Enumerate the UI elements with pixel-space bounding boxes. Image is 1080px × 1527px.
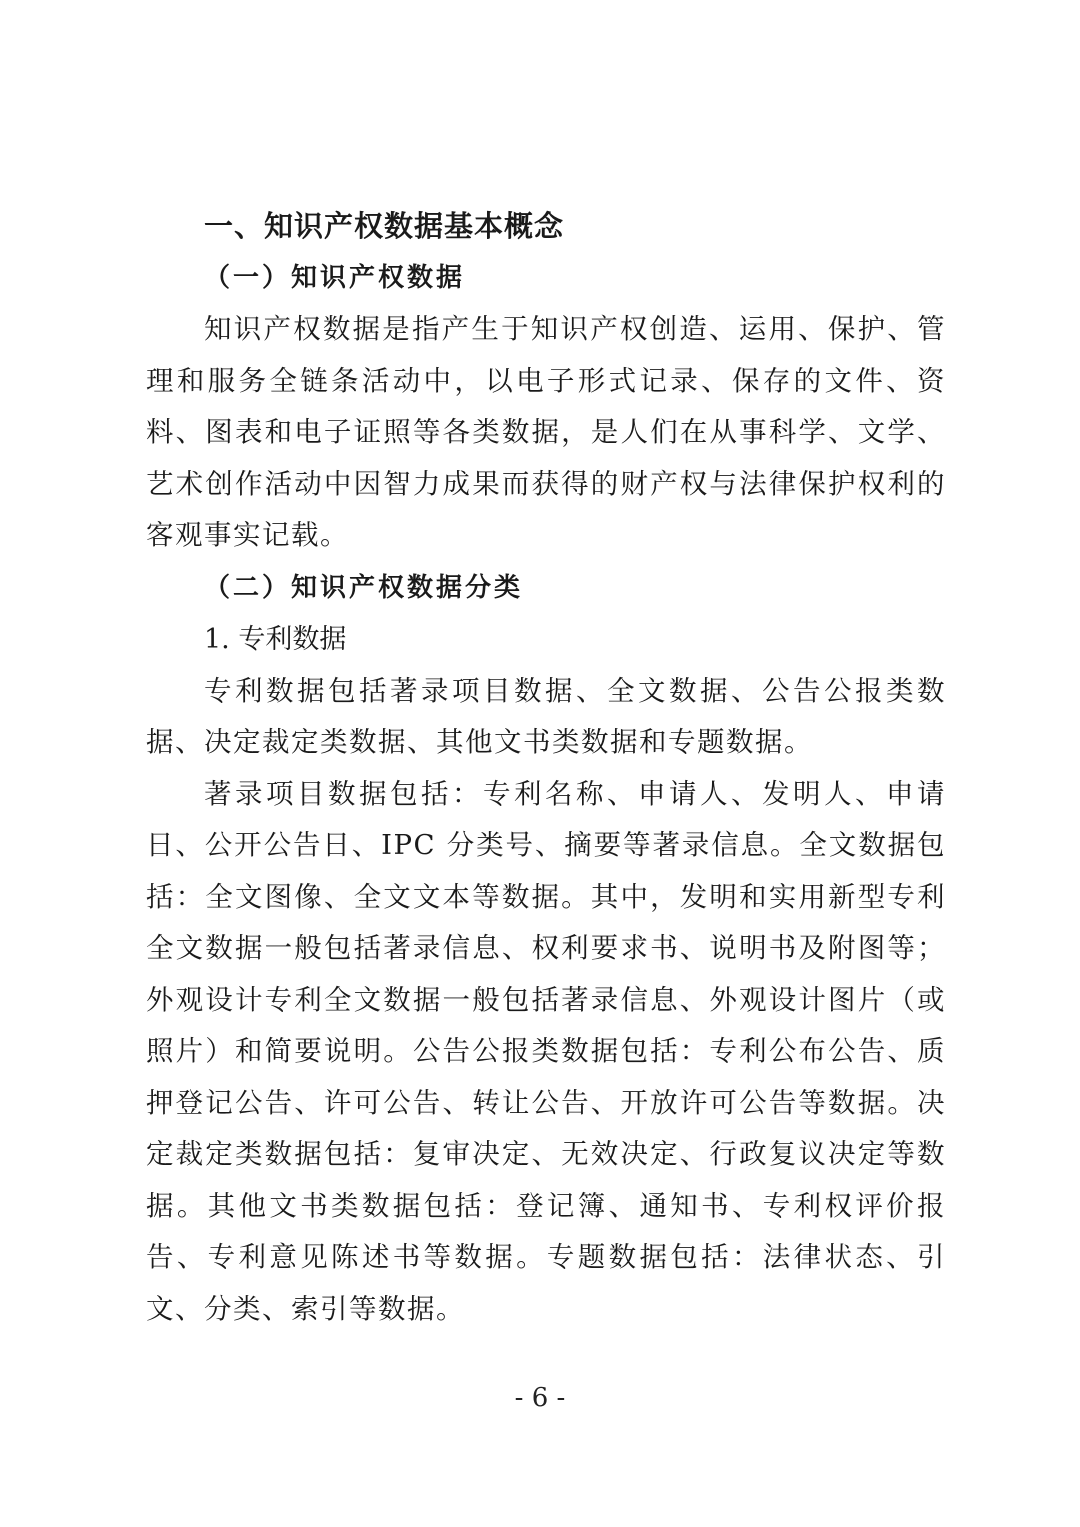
paragraph-patent-data-overview: 专利数据包括著录项目数据、全文数据、公告公报类数据、决定裁定类数据、其他文书类数据和专题数据。 bbox=[146, 674, 946, 758]
paragraph-definition: 知识产权数据是指产生于知识产权创造、运用、保护、管理和服务全链条活动中，以电子形式记录、保存的文件、资料、图表和电子证照等各类数据，是人们在从事科学、文学、艺术创作活动中因智力成果而获得的财产权与法律保护权利的客观事实记载。 bbox=[146, 313, 946, 551]
page-number: - 6 - bbox=[514, 1383, 566, 1413]
paragraph-patent-data-detail: 著录项目数据包括：专利名称、申请人、发明人、申请日、公开公告日、IPC 分类号、摘要等著录信息。全文数据包括：全文图像、全文文本等数据。其中，发明和实用新型专利全文数据一般包括著录信息、权利要求书、说明书及附图等；外观设计专利全文数据一般包括著录信息、外观设计图片（或照片）和简要说明。公告公报类数据包括：专利公布公告、质押登记公告、许可公告、转让公告、开放许可公告等数据。决定裁定类数据包括：复审决定、无效决定、行政复议决定等数据。其他文书类数据包括：登记簿、通知书、专利权评价报告、专利意见陈述书等数据。专题数据包括：法律状态、引文、分类、索引等数据。 bbox=[146, 777, 946, 1325]
subsection-title-2: （二）知识产权数据分类 bbox=[204, 572, 524, 603]
item-title-patent-data: 1. 专利数据 bbox=[204, 623, 347, 655]
section-title: 一、知识产权数据基本概念 bbox=[204, 209, 565, 243]
page-content bbox=[146, 200, 946, 1335]
subsection-title-1: （一）知识产权数据 bbox=[204, 263, 466, 293]
